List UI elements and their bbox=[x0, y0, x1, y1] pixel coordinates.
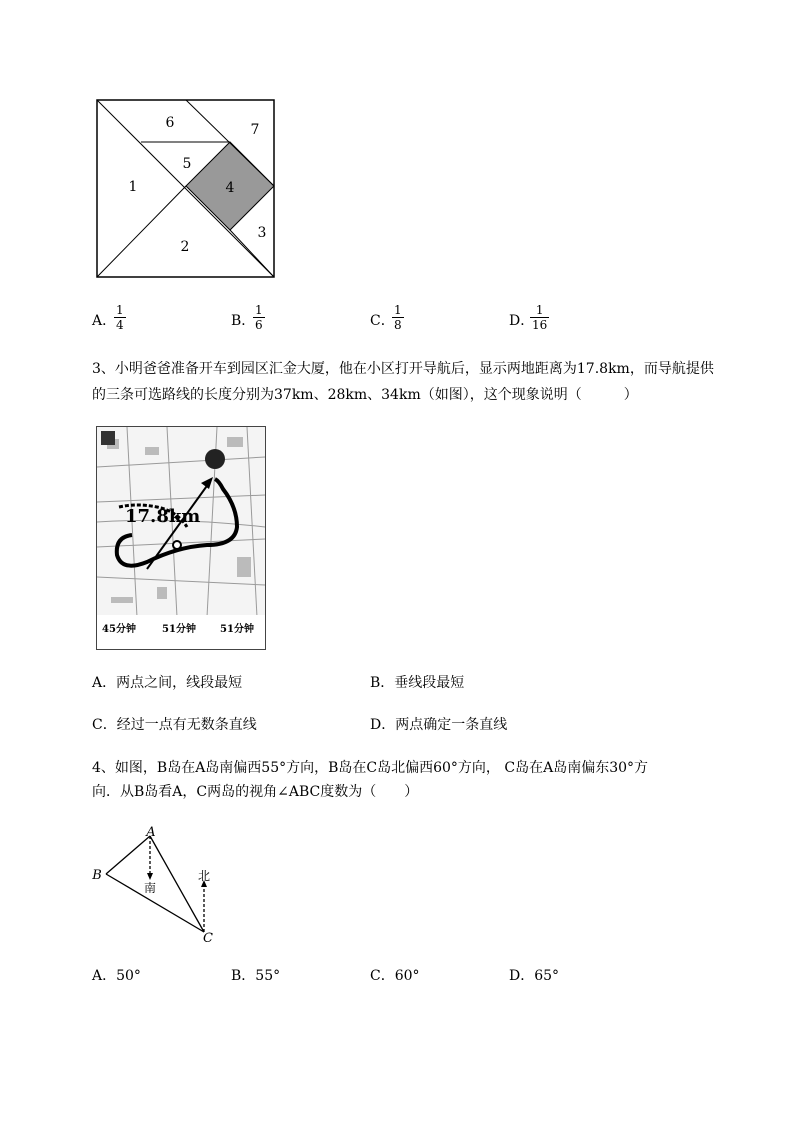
point-c-label: C bbox=[203, 931, 213, 946]
north-label: 北 bbox=[197, 869, 211, 883]
q3-option-c[interactable]: C．经过一点有无数条直线 bbox=[92, 717, 257, 733]
route-time-3: 51分钟 bbox=[220, 624, 254, 635]
tangram-label-1: 1 bbox=[128, 179, 138, 195]
q3-option-a[interactable]: A．两点之间，线段最短 bbox=[92, 675, 243, 691]
q3-option-d[interactable]: D．两点确定一条直线 bbox=[370, 717, 508, 733]
tangram-label-5: 5 bbox=[182, 156, 192, 172]
option-letter: A． bbox=[92, 313, 117, 329]
fraction bbox=[530, 303, 549, 332]
tangram-label-3: 3 bbox=[257, 225, 267, 241]
tangram-figure bbox=[94, 96, 280, 282]
destination-marker bbox=[205, 449, 225, 469]
q4-direction-figure bbox=[88, 822, 228, 946]
option-letter: B． bbox=[231, 313, 256, 329]
fraction-denominator: 6 bbox=[255, 318, 263, 332]
option-letter: C． bbox=[370, 313, 395, 329]
south-label: 南 bbox=[143, 881, 157, 895]
q4-stem-line2: 向．从B岛看A，C两岛的视角∠ABC度数为（ ） bbox=[92, 784, 419, 800]
map-drawing bbox=[97, 427, 265, 649]
fraction-denominator: 4 bbox=[116, 318, 124, 332]
fraction-denominator: 16 bbox=[532, 318, 548, 332]
q3-stem-line2: 的三条可选路线的长度分别为37km、28km、34km（如图），这个现象说明（ ） bbox=[92, 387, 638, 403]
route-time-2: 51分钟 bbox=[162, 624, 196, 635]
fraction-numerator: 1 bbox=[530, 303, 549, 318]
fraction-numerator: 1 bbox=[394, 303, 402, 317]
map-distance-label: 17.8km bbox=[125, 506, 201, 527]
segment-ac bbox=[150, 836, 204, 932]
fraction bbox=[114, 303, 126, 332]
fraction-denominator: 8 bbox=[394, 318, 402, 332]
route-time-1: 45分钟 bbox=[102, 624, 136, 635]
south-arrowhead bbox=[147, 873, 153, 880]
fraction-numerator: 1 bbox=[255, 303, 263, 317]
point-b-label: B bbox=[92, 868, 102, 883]
q4-stem-line1: 4、如图，B岛在A岛南偏西55°方向，B岛在C岛北偏西60°方向， C岛在A岛南偏东30°方 bbox=[92, 760, 649, 776]
q3-stem-line1: 3、小明爸爸准备开车到园区汇金大厦，他在小区打开导航后，显示两地距离为17.8km，而导航提供 bbox=[92, 361, 714, 377]
q4-option-a[interactable]: A．50° bbox=[92, 968, 141, 984]
q3-option-b[interactable]: B．垂线段最短 bbox=[370, 675, 465, 691]
point-a-label: A bbox=[146, 825, 156, 840]
fraction bbox=[253, 303, 265, 332]
segment-ab bbox=[106, 836, 150, 874]
tangram-label-7: 7 bbox=[250, 122, 260, 138]
q4-option-b[interactable]: B．55° bbox=[231, 968, 281, 984]
q4-option-d[interactable]: D．65° bbox=[509, 968, 560, 984]
q4-option-c[interactable]: C．60° bbox=[370, 968, 420, 984]
fraction bbox=[392, 303, 404, 332]
fraction-numerator: 1 bbox=[116, 303, 124, 317]
tangram-label-4: 4 bbox=[225, 180, 235, 196]
option-letter: D． bbox=[509, 313, 535, 329]
tangram-label-6: 6 bbox=[165, 115, 175, 131]
tangram-label-2: 2 bbox=[180, 239, 190, 255]
navigation-map-image bbox=[96, 426, 266, 650]
